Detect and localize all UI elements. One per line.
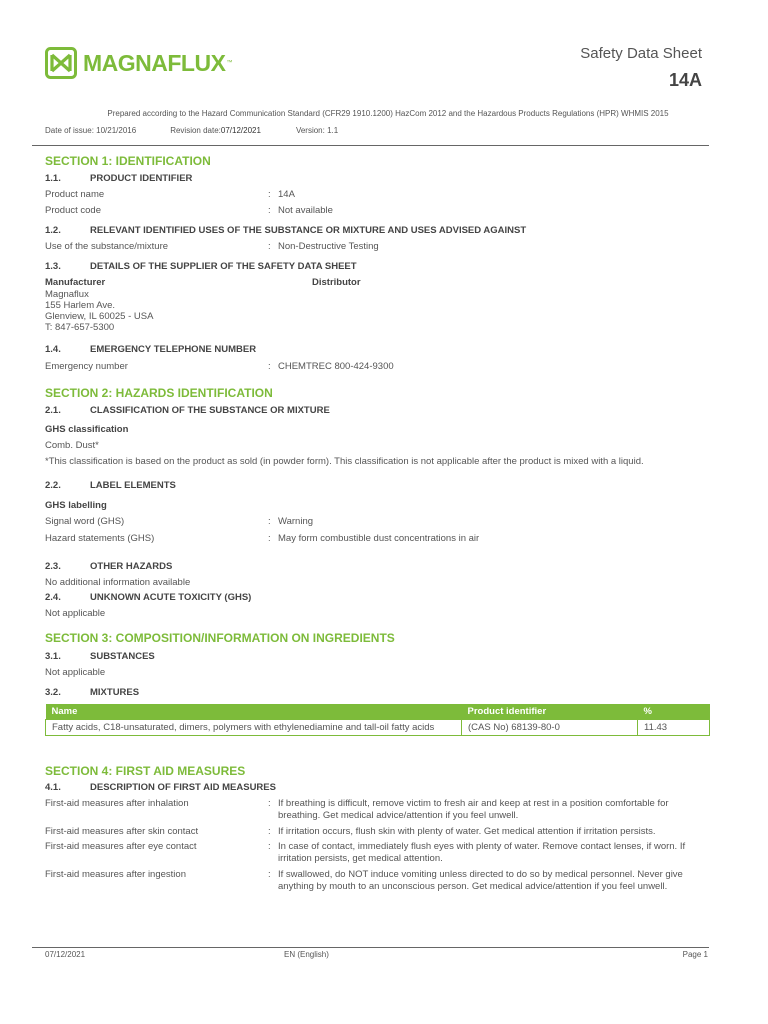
inhalation-label: First-aid measures after inhalation (45, 798, 189, 809)
eye-contact-value: In case of contact, immediately flush eyes with plenty of water. Remove contact lenses, if worn. If irritation persists, get medical attention. (278, 841, 686, 864)
product-code-title: 14A (668, 70, 702, 90)
eye-contact-label: First-aid measures after eye contact (45, 841, 197, 852)
unknown-toxicity-value: Not applicable (45, 608, 106, 619)
distributor-label: Distributor (312, 277, 361, 288)
column-header-name: Name (46, 704, 462, 720)
subsection-2-4: 2.4. UNKNOWN ACUTE TOXICITY (GHS) (45, 592, 252, 603)
document-type: Safety Data Sheet (580, 45, 702, 62)
ingestion-label: First-aid measures after ingestion (45, 869, 186, 880)
product-name-value: 14A (278, 189, 295, 200)
footer-divider (32, 947, 709, 948)
column-header-percent: % (638, 704, 710, 720)
section-1-title: SECTION 1: IDENTIFICATION (45, 154, 211, 168)
subsection-1-2: 1.2. RELEVANT IDENTIFIED USES OF THE SUBSTANCE OR MIXTURE AND USES ADVISED AGAINST (45, 225, 527, 236)
version: Version: 1.1 (295, 126, 339, 135)
footer-language: EN (English) (284, 950, 329, 959)
column-header-identifier: Product identifier (462, 704, 638, 720)
comb-dust: Comb. Dust* (45, 440, 99, 451)
colon: : (268, 205, 271, 216)
signal-word-label: Signal word (GHS) (45, 516, 125, 527)
hazard-statements-value: May form combustible dust concentrations in air (278, 533, 480, 544)
magnaflux-logo-icon (45, 47, 77, 79)
manufacturer-street: 155 Harlem Ave. (45, 300, 116, 311)
footer-date: 07/12/2021 (45, 950, 86, 959)
signal-word-value: Warning (278, 516, 314, 527)
colon: : (268, 516, 271, 527)
colon: : (268, 841, 271, 852)
product-name-label: Product name (45, 189, 105, 200)
subsection-2-3: 2.3. OTHER HAZARDS (45, 561, 173, 572)
subsection-1-3: 1.3. DETAILS OF THE SUPPLIER OF THE SAFETY DATA SHEET (45, 261, 357, 272)
use-value: Non-Destructive Testing (278, 241, 379, 252)
brand-name: MAGNAFLUX (83, 49, 226, 76)
ghs-labelling-heading: GHS labelling (45, 500, 107, 511)
subsection-4-1: 4.1. DESCRIPTION OF FIRST AID MEASURES (45, 782, 276, 793)
emergency-label: Emergency number (45, 361, 128, 372)
product-code-value: Not available (278, 205, 333, 216)
manufacturer-phone: T: 847-657-5300 (45, 322, 115, 333)
section-2-title: SECTION 2: HAZARDS IDENTIFICATION (45, 386, 273, 400)
ingestion-value: If swallowed, do NOT induce vomiting unless directed to do so by medical personnel. Never give anything by mouth to an unconscious person. Get medical advice/attention if you feel unwell. (278, 869, 683, 892)
subsection-3-1: 3.1. SUBSTANCES (45, 651, 155, 662)
manufacturer-label: Manufacturer (45, 277, 106, 288)
colon: : (268, 361, 271, 372)
date-of-issue: Date of issue: 10/21/2016 (45, 126, 137, 135)
subsection-2-2: 2.2. LABEL ELEMENTS (45, 480, 176, 491)
document-meta (45, 126, 338, 135)
colon: : (268, 533, 271, 544)
hazard-statements-label: Hazard statements (GHS) (45, 533, 155, 544)
subsection-1-4: 1.4. EMERGENCY TELEPHONE NUMBER (45, 344, 257, 355)
ingredient-identifier: (CAS No) 68139-80-0 (462, 720, 638, 736)
colon: : (268, 189, 271, 200)
table-header-row (46, 704, 710, 720)
other-hazards-value: No additional information available (45, 577, 191, 588)
prepared-statement: Prepared according to the Hazard Communication Standard (CFR29 1910.1200) HazCom 2012 and the Hazardous Products Regulations (HPR) WHMIS 2015 (107, 109, 669, 118)
footer-page-number: Page 1 (682, 950, 708, 959)
classification-note: *This classification is based on the product as sold (in powder form). This classification is not applicable after the product is mixed with a liquid. (45, 456, 644, 467)
skin-contact-value: If irritation occurs, flush skin with plenty of water. Get medical attention if irritation persists. (278, 826, 656, 837)
section-4-title: SECTION 4: FIRST AID MEASURES (45, 764, 246, 778)
manufacturer-address (45, 289, 153, 333)
product-code-label: Product code (45, 205, 101, 216)
subsection-2-1: 2.1. CLASSIFICATION OF THE SUBSTANCE OR MIXTURE (45, 405, 330, 416)
skin-contact-label: First-aid measures after skin contact (45, 826, 199, 837)
emergency-value: CHEMTREC 800-424-9300 (278, 361, 394, 372)
mixtures-table (45, 704, 710, 736)
manufacturer-city: Glenview, IL 60025 - USA (45, 311, 154, 322)
subsection-3-2: 3.2. MIXTURES (45, 687, 140, 698)
section-3-title: SECTION 3: COMPOSITION/INFORMATION ON INGREDIENTS (45, 631, 395, 645)
colon: : (268, 869, 271, 880)
inhalation-value: If breathing is difficult, remove victim to fresh air and keep at rest in a position comfortable for breathing. Get medical advice/attention if you feel unwell. (278, 798, 669, 821)
table-row (46, 720, 710, 736)
colon: : (268, 826, 271, 837)
ghs-classification-heading: GHS classification (45, 424, 129, 435)
ingredient-percent: 11.43 (638, 720, 710, 736)
magnaflux-logo: MAGNAFLUX ™ (45, 47, 232, 79)
colon: : (268, 241, 271, 252)
manufacturer-name: Magnaflux (45, 289, 89, 300)
use-label: Use of the substance/mixture (45, 241, 169, 252)
substances-value: Not applicable (45, 667, 106, 678)
ingredient-name: Fatty acids, C18-unsaturated, dimers, polymers with ethylenediamine and tall-oil fatty acids (46, 720, 462, 736)
header-divider (32, 145, 709, 146)
colon: : (268, 798, 271, 809)
subsection-1-1: 1.1. PRODUCT IDENTIFIER (45, 173, 193, 184)
revision-date: Revision date:07/12/2021 (170, 126, 261, 135)
